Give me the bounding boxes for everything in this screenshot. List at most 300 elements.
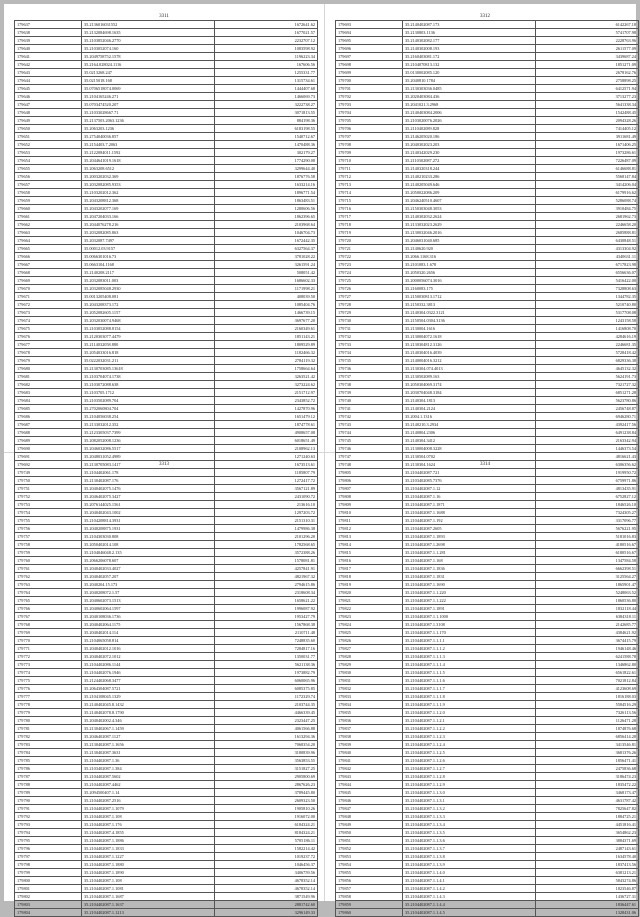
id-cell: 179669: [15, 277, 82, 285]
table-row: [15, 837, 318, 845]
coordinate-cell: 35.2140302008.193: [403, 45, 536, 53]
value-cell: 3125564.27: [536, 573, 639, 581]
coordinate-cell: 35.2104402087.1.1893: [403, 533, 536, 541]
id-cell: 179853: [336, 853, 403, 861]
table-row: [336, 349, 639, 357]
id-cell: 179851: [336, 837, 403, 845]
value-cell: 5843274.86: [536, 877, 639, 885]
coordinate-cell: 35.2150332.3813: [403, 301, 536, 309]
coordinate-cell: 35.2101083.1.678: [403, 261, 536, 269]
value-cell: 2487143.61: [536, 845, 639, 853]
id-cell: 179849: [336, 821, 403, 829]
table-row: [15, 773, 318, 781]
coordinate-cell: 35.2048031052.4989: [82, 453, 215, 461]
value-cell: 2456748.87: [536, 405, 639, 413]
coordinate-cell: 35.2140304.0322.3121: [403, 309, 536, 317]
value-cell: 7825647.82: [536, 805, 639, 813]
table-row: [336, 629, 639, 637]
coordinate-cell: 35.2104208814.3931: [82, 517, 215, 525]
id-cell: 179833: [336, 693, 403, 701]
coordinate-cell: 35.2000056074.3016: [403, 277, 536, 285]
table-row: [336, 365, 639, 373]
id-cell: 179803: [15, 901, 82, 909]
coordinate-cell: 35.2104402087.1.168: [403, 557, 536, 565]
id-cell: 179729: [336, 309, 403, 317]
coordinate-cell: 35.2050402014.108: [82, 541, 215, 549]
value-cell: 3674415.79: [536, 637, 639, 645]
id-cell: 179664: [15, 237, 82, 245]
value-cell: 1280606.56: [215, 205, 318, 213]
coordinate-cell: 35.2040302023.203: [403, 141, 536, 149]
value-cell: 4313304.92: [536, 245, 639, 253]
value-cell: 6662398.51: [536, 565, 639, 573]
id-cell: 179712: [336, 173, 403, 181]
coordinate-cell: 35.2140302082.177: [403, 37, 536, 45]
id-cell: 179703: [336, 101, 403, 109]
table-row: [15, 381, 318, 389]
value-cell: 3180839.96: [215, 749, 318, 757]
coordinate-cell: 35.2104402086.1144: [82, 661, 215, 669]
coordinate-cell: 35.2104402087.1.1.4.3: [403, 893, 536, 901]
table-row: [336, 757, 639, 765]
id-cell: 179756: [15, 525, 82, 533]
coordinate-cell: 35.2140304.1813: [403, 397, 536, 405]
table-row: [15, 733, 318, 741]
id-cell: 179841: [336, 757, 403, 765]
coordinate-cell: 35.2032082085.863: [82, 229, 215, 237]
coordinate-cell: 35.2150303048.3053: [403, 205, 536, 213]
id-cell: 179826: [336, 637, 403, 645]
value-cell: 6146688.81: [536, 165, 639, 173]
coordinate-cell: 35.2104402087.1.1.3.6: [403, 837, 536, 845]
id-cell: 179671: [15, 293, 82, 301]
id-cell: 179810: [336, 509, 403, 517]
table-row: [15, 373, 318, 381]
table-row: [336, 541, 639, 549]
coordinate-cell: 35.2104402087.1.1.3.4: [403, 821, 536, 829]
value-cell: 1774290.08: [215, 157, 318, 165]
table-row: [15, 269, 318, 277]
coordinate-cell: 35.2103502089.704: [82, 397, 215, 405]
id-cell: 179693: [336, 21, 403, 29]
table-row: [15, 813, 318, 821]
value-cell: 1196223.34: [215, 53, 318, 61]
table-row: [336, 877, 639, 885]
table-row: [15, 501, 318, 509]
coordinate-cell: 35.2103052074.160: [82, 45, 215, 53]
table-row: [336, 453, 639, 461]
id-cell: 179772: [15, 653, 82, 661]
id-cell: 179663: [15, 229, 82, 237]
value-cell: 1758664.64: [215, 365, 318, 373]
table-row: [15, 85, 318, 93]
coordinate-cell: 35.2164.028024.1116: [82, 61, 215, 69]
coordinate-cell: 35.2032087.7497: [82, 237, 215, 245]
id-cell: 179706: [336, 125, 403, 133]
table-row: [336, 597, 639, 605]
id-cell: 179726: [336, 285, 403, 293]
id-cell: 179791: [15, 805, 82, 813]
table-row: [15, 749, 318, 757]
coordinate-cell: 35.2140342029.230: [403, 149, 536, 157]
table-row: [15, 781, 318, 789]
value-cell: 3884371.69: [536, 837, 639, 845]
page-title: 3313: [159, 462, 169, 467]
value-cell: 3910484.75: [536, 205, 639, 213]
id-cell: 179707: [336, 133, 403, 141]
coordinate-cell: 35.2104402087.1.1880: [82, 861, 215, 869]
id-cell: 179813: [336, 533, 403, 541]
coordinate-cell: 35.2104402087.1.1836: [403, 565, 536, 573]
value-cell: 884198.36: [215, 117, 318, 125]
table-row: [336, 197, 639, 205]
table-row: [15, 125, 318, 133]
value-cell: 7226487.09: [536, 157, 639, 165]
table-row: [336, 165, 639, 173]
coordinate-cell: 35.2040402012.1016: [82, 645, 215, 653]
coordinate-cell: 35.2104402087.2516: [82, 797, 215, 805]
id-cell: 179638: [15, 29, 82, 37]
table-row: [15, 581, 318, 589]
coordinate-cell: 35.2702060804.704: [82, 405, 215, 413]
page-3312: [335, 14, 635, 469]
value-cell: 3697677.20: [215, 317, 318, 325]
coordinate-cell: 35.2040402043.1002: [82, 509, 215, 517]
value-cell: 4061566.88: [215, 725, 318, 733]
value-cell: 4392417.56: [536, 421, 639, 429]
coordinate-cell: 35.2104165246.271: [82, 93, 215, 101]
table-row: [336, 37, 639, 45]
id-cell: 179758: [15, 541, 82, 549]
id-cell: 179701: [336, 85, 403, 93]
id-cell: 179735: [336, 357, 403, 365]
value-cell: 5210740.80: [536, 301, 639, 309]
coordinate-cell: 35.2104402087.1.1.220: [403, 589, 536, 597]
coordinate-cell: 35.2132084698.1635: [82, 29, 215, 37]
coordinate-cell: 35.2032083011.003: [82, 277, 215, 285]
value-cell: 1916072.00: [215, 813, 318, 821]
id-cell: 179850: [336, 829, 403, 837]
value-cell: 6412571.94: [536, 85, 639, 93]
value-cell: 1809529.89: [215, 341, 318, 349]
value-cell: 508051.42: [215, 269, 318, 277]
value-cell: 5621138.36: [215, 661, 318, 669]
table-row: [336, 189, 639, 197]
id-cell: 179806: [336, 477, 403, 485]
value-cell: 2246681.35: [536, 341, 639, 349]
coordinate-cell: 35.2104402087.1.1886: [82, 837, 215, 845]
value-cell: 1633214.16: [215, 181, 318, 189]
coordinate-cell: 35.2030704048.3184: [403, 389, 536, 397]
coordinate-cell: 35.2104402087.1.1.3.1: [403, 797, 536, 805]
id-cell: 179832: [336, 685, 403, 693]
coordinate-cell: 35.2104402087.1.1687: [82, 893, 215, 901]
value-cell: 3567121.89: [215, 485, 318, 493]
table-row: [336, 181, 639, 189]
id-cell: 179836: [336, 717, 403, 725]
coordinate-cell: 35.0215018.168: [82, 77, 215, 85]
value-cell: 1973882.79: [215, 669, 318, 677]
table-row: [336, 805, 639, 813]
table-row: [336, 869, 639, 877]
value-cell: 4908657.08: [215, 429, 318, 437]
value-cell: 7068354.20: [215, 741, 318, 749]
value-cell: 2101296.20: [215, 533, 318, 541]
value-cell: 6184324.21: [215, 821, 318, 829]
value-cell: 1874778.61: [215, 421, 318, 429]
coordinate-cell: 35.2104402087.1.108: [82, 813, 215, 821]
table-row: [15, 93, 318, 101]
value-cell: 1315734.61: [215, 77, 318, 85]
value-cell: 5624191.73: [536, 373, 639, 381]
id-cell: 179715: [336, 197, 403, 205]
table-row: [15, 597, 318, 605]
coordinate-cell: 35.2040402072.1012: [82, 653, 215, 661]
value-cell: 302179.27: [215, 149, 318, 157]
value-cell: 6085375.85: [215, 685, 318, 693]
table-row: [336, 669, 639, 677]
value-cell: 1344782.35: [536, 293, 639, 301]
value-cell: 6430848.51: [536, 237, 639, 245]
coordinate-cell: 35.2140804.2306: [403, 429, 536, 437]
table-row: [15, 493, 318, 501]
table-row: [15, 885, 318, 893]
id-cell: 179844: [336, 781, 403, 789]
coordinate-cell: 35.0703474520.207: [82, 101, 215, 109]
value-cell: 6183198.55: [215, 125, 318, 133]
table-row: [15, 389, 318, 397]
coordinate-cell: 35.2104402087.1.1.2.3: [403, 733, 536, 741]
table-row: [336, 133, 639, 141]
value-cell: 6060065.96: [215, 677, 318, 685]
table-row: [336, 357, 639, 365]
id-cell: 179762: [15, 573, 82, 581]
coordinate-cell: 35.2140620.920: [403, 245, 536, 253]
value-cell: 1416808.70: [536, 325, 639, 333]
value-cell: 1350031.77: [215, 653, 318, 661]
coordinate-cell: 35.2104402087.1.1.2.6: [403, 757, 536, 765]
value-cell: 1542488.45: [536, 109, 639, 117]
value-cell: 3414206.04: [536, 181, 639, 189]
id-cell: 179694: [336, 29, 403, 37]
value-cell: 6829336.38: [536, 357, 639, 365]
value-cell: 1672442.35: [215, 237, 318, 245]
id-cell: 179795: [15, 837, 82, 845]
value-cell: 1905810.26: [215, 805, 318, 813]
value-cell: 1835472.22: [536, 781, 639, 789]
coordinate-cell: 35.2137503.2063.1236: [82, 117, 215, 125]
table-row: [15, 605, 318, 613]
coordinate-cell: 35.0213268.247: [82, 69, 215, 77]
coordinate-cell: 35.2104402087.1.176: [82, 821, 215, 829]
value-cell: 1673513.61: [215, 461, 318, 469]
coordinate-cell: 35.2104402087.1.1.1.7: [403, 685, 536, 693]
id-cell: 179714: [336, 189, 403, 197]
id-cell: 179825: [336, 629, 403, 637]
id-cell: 179643: [15, 69, 82, 77]
id-cell: 179793: [15, 821, 82, 829]
id-cell: 179768: [15, 621, 82, 629]
id-cell: 179639: [15, 37, 82, 45]
table-row: [15, 285, 318, 293]
id-cell: 179794: [15, 829, 82, 837]
table-row: [336, 645, 639, 653]
id-cell: 179660: [15, 205, 82, 213]
id-cell: 179759: [15, 549, 82, 557]
value-cell: 7021812.84: [536, 677, 639, 685]
coordinate-cell: 35.2104070813.132: [403, 61, 536, 69]
table-row: [336, 173, 639, 181]
coordinate-cell: 35.2104402087.1.1690: [403, 581, 536, 589]
coordinate-cell: 35.2066206078.607: [82, 557, 215, 565]
id-cell: 179656: [15, 173, 82, 181]
table-row: [336, 789, 639, 797]
table-row: [336, 85, 639, 93]
value-cell: 1782568.65: [215, 541, 318, 549]
id-cell: 179700: [336, 77, 403, 85]
table-row: [15, 237, 318, 245]
value-cell: 2103968.64: [215, 221, 318, 229]
value-cell: 1185807.79: [215, 469, 318, 477]
value-cell: 4678352.14: [215, 877, 318, 885]
table-row: [336, 333, 639, 341]
table-row: [336, 213, 639, 221]
table-row: [15, 909, 318, 917]
value-cell: 6946280.71: [536, 413, 639, 421]
value-cell: 6018651.49: [215, 437, 318, 445]
value-cell: 3563853.55: [215, 757, 318, 765]
table-row: [15, 525, 318, 533]
coordinate-cell: 35.0706518074.0069: [82, 85, 215, 93]
table-row: [336, 101, 639, 109]
coordinate-cell: 35.2050320.2656: [403, 269, 536, 277]
table-row: [15, 309, 318, 317]
id-cell: 179830: [336, 669, 403, 677]
id-cell: 179652: [15, 141, 82, 149]
coordinate-cell: 35.2104303030.808: [82, 533, 215, 541]
value-cell: 2867626.23: [215, 781, 318, 789]
value-cell: 1851271.09: [536, 61, 639, 69]
value-cell: 2318608.34: [215, 589, 318, 597]
id-cell: 179677: [15, 341, 82, 349]
coordinate-cell: 35.2104402087.1.1079: [82, 805, 215, 813]
id-cell: 179765: [15, 597, 82, 605]
coordinate-cell: 35.2104402087.1.1.1.5: [403, 669, 536, 677]
value-cell: 6384318.11: [536, 613, 639, 621]
table-row: [15, 541, 318, 549]
id-cell: 179754: [15, 509, 82, 517]
value-cell: 4123608.69: [536, 685, 639, 693]
id-cell: 179767: [15, 613, 82, 621]
table-row: [336, 269, 639, 277]
id-cell: 179672: [15, 301, 82, 309]
coordinate-cell: 35.2140210233.286: [403, 173, 536, 181]
id-cell: 179710: [336, 157, 403, 165]
id-cell: 179804: [15, 909, 82, 917]
id-cell: 179690: [15, 445, 82, 453]
value-cell: 1651479.12: [215, 413, 318, 421]
table-row: [336, 229, 639, 237]
table-row: [15, 757, 318, 765]
coordinate-cell: 35.2136016031552: [82, 21, 215, 29]
id-cell: 179675: [15, 325, 82, 333]
value-cell: 1297203.72: [215, 509, 318, 517]
table-row: [336, 749, 639, 757]
coordinate-cell: 35.2130502089.163: [403, 373, 536, 381]
coordinate-cell: 35.2104402087.1.1.2.9: [403, 781, 536, 789]
table-row: [336, 781, 639, 789]
table-row: [15, 197, 318, 205]
value-cell: 1896771.54: [215, 189, 318, 197]
value-cell: 2160349.61: [215, 325, 318, 333]
value-cell: 1846526.10: [536, 501, 639, 509]
coordinate-cell: 35.2046240510.4607: [403, 197, 536, 205]
value-cell: 1677021.57: [215, 29, 318, 37]
value-cell: 5676221.95: [536, 525, 639, 533]
table-row: [336, 277, 639, 285]
id-cell: 179746: [336, 445, 403, 453]
value-cell: 4466339.45: [215, 709, 318, 717]
coordinate-cell: 35.2104402087.1.1.170: [403, 629, 536, 637]
table-row: [336, 301, 639, 309]
table-row: [336, 61, 639, 69]
value-cell: 4645132.32: [536, 365, 639, 373]
coordinate-cell: 35.2130803.1136: [403, 29, 536, 37]
value-cell: 3681376.26: [536, 749, 639, 757]
coordinate-cell: 35.2104402087.1.1213: [82, 909, 215, 917]
table-row: [336, 677, 639, 685]
table-row: [336, 477, 639, 485]
value-cell: 1255331.77: [215, 69, 318, 77]
table-row: [336, 885, 639, 893]
value-cell: 1446373.54: [536, 445, 639, 453]
table-row: [336, 221, 639, 229]
value-cell: 1823546.87: [536, 885, 639, 893]
id-cell: 179808: [336, 493, 403, 501]
table-row: [336, 861, 639, 869]
id-cell: 179705: [336, 117, 403, 125]
value-cell: 5623780.86: [536, 397, 639, 405]
id-cell: 179790: [15, 797, 82, 805]
value-cell: 3572388.26: [215, 549, 318, 557]
id-cell: 179648: [15, 109, 82, 117]
coordinate-cell: 35.2103020076.2026: [403, 117, 536, 125]
coordinate-cell: 35.2063203.1236: [82, 125, 215, 133]
id-cell: 179775: [15, 677, 82, 685]
table-row: [15, 173, 318, 181]
table-row: [15, 157, 318, 165]
value-cell: 1658621.22: [215, 597, 318, 605]
table-row: [15, 413, 318, 421]
coordinate-cell: 35.2130304.074.4013: [403, 365, 536, 373]
coordinate-cell: 35.2104402087.1.3108: [403, 621, 536, 629]
coordinate-cell: 35.0130002085.120: [403, 69, 536, 77]
table-row: [336, 605, 639, 613]
coordinate-cell: 35.2150030813.1712: [403, 293, 536, 301]
value-cell: 6717823.98: [536, 261, 639, 269]
id-cell: 179681: [15, 373, 82, 381]
value-cell: 2905800.69: [215, 773, 318, 781]
coordinate-cell: 35.2046402087.1127: [82, 733, 215, 741]
value-cell: 1686602.33: [215, 277, 318, 285]
value-cell: 5641338.34: [536, 101, 639, 109]
table-row: [336, 93, 639, 101]
table-row: [15, 845, 318, 853]
table-row: [336, 309, 639, 317]
table-row: [15, 869, 318, 877]
value-cell: 6180516.67: [536, 549, 639, 557]
table-row: [15, 229, 318, 237]
